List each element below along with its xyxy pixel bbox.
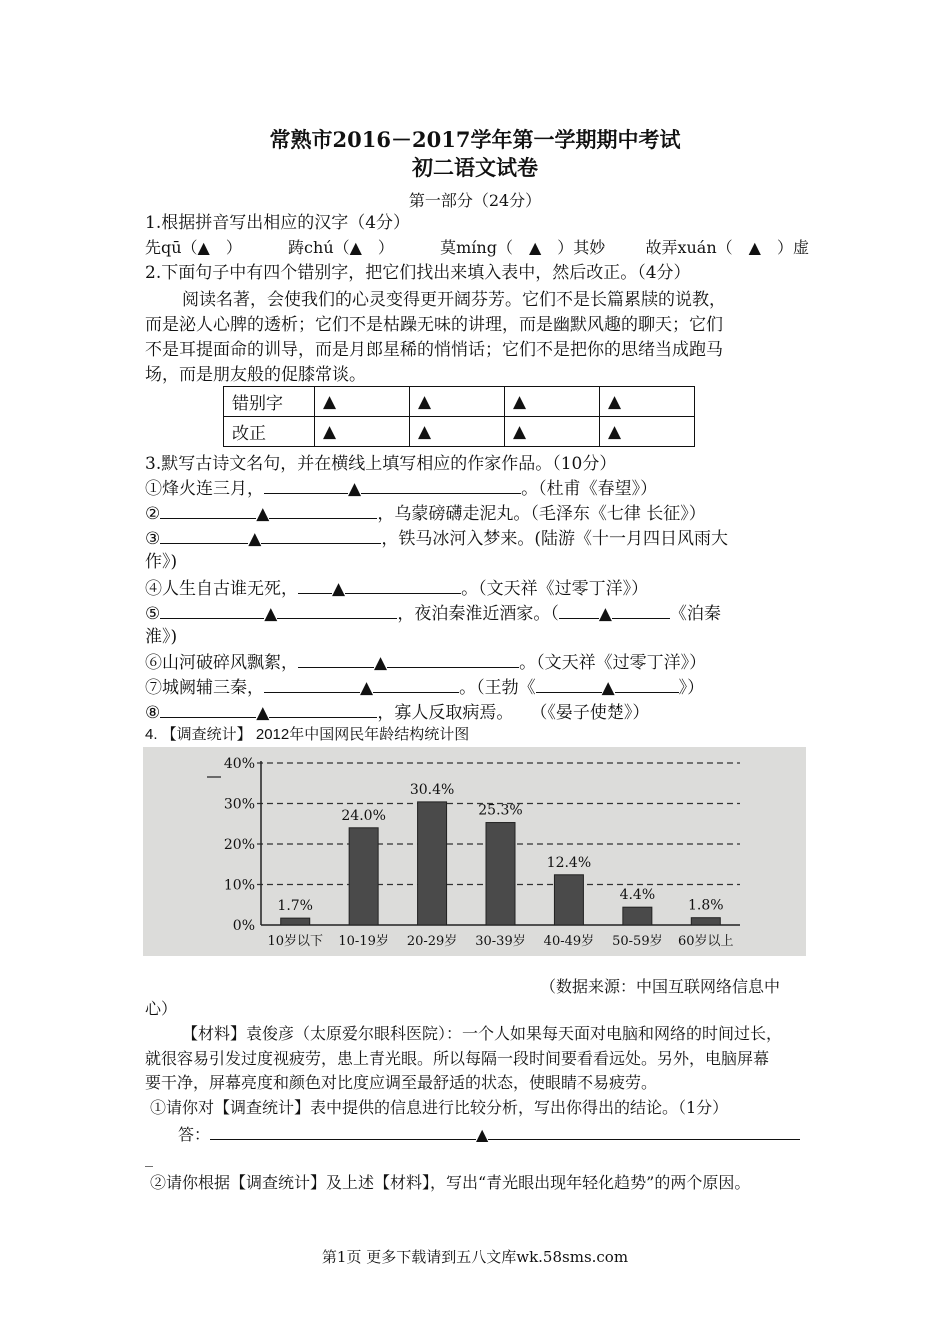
data-label: 30.4% — [409, 781, 455, 798]
category-label: 10岁以下 — [267, 934, 323, 949]
blank-line[interactable] — [160, 602, 264, 619]
q1-items — [145, 237, 809, 259]
data-label: 25.3% — [478, 802, 523, 819]
bar — [623, 907, 652, 925]
blank-line[interactable] — [345, 577, 461, 594]
material-line: 要干净，屏幕亮度和颜色对比度应调至最舒适的状态，使眼睛不易疲劳。 — [145, 1073, 658, 1092]
answer-cell[interactable]: ▲ — [410, 417, 505, 447]
bar — [554, 875, 583, 925]
category-label: 50-59岁 — [612, 934, 663, 949]
data-label: 1.8% — [687, 897, 724, 914]
blank-line[interactable] — [264, 676, 360, 693]
q1-item: 故弄xuán（ ▲ ）虚 — [645, 238, 809, 257]
q3-line-3: ③ ▲ ，铁马冰河入梦来。(陆游《十一月四日风雨大 — [145, 529, 728, 549]
blank-line[interactable] — [612, 602, 670, 619]
data-label: 1.7% — [277, 898, 314, 915]
category-label: 20-29岁 — [406, 934, 458, 949]
y-tick-label: 20% — [223, 837, 255, 853]
q4-sub2: ②请你根据【调查统计】及上述【材料】，写出“青光眼出现年轻化趋势”的两个原因。 — [150, 1173, 751, 1192]
blank-line[interactable] — [387, 651, 519, 668]
answer-cell[interactable]: ▲ — [600, 387, 695, 417]
category-label: 10-19岁 — [338, 934, 389, 949]
blank-line[interactable] — [269, 502, 377, 519]
material-line: 【材料】袁俊彦（太原爱尔眼科医院）：一个人如果每天面对电脑和网络的时间过长， — [182, 1024, 783, 1043]
q2-passage-line: 而是泌人心脾的透析；它们不是枯躁无味的讲理，而是幽默风趣的聊天；它们 — [145, 315, 723, 335]
y-tick-label: 10% — [223, 877, 255, 894]
q1-item: 莫míng（ ▲ ）其妙 — [440, 238, 606, 257]
error-correction-table — [223, 386, 695, 447]
q1-item: 踌chú（▲ ） — [288, 238, 394, 257]
blank-line[interactable] — [264, 477, 348, 494]
q3-line-4: ④人生自古谁无死， ▲ 。（文天祥《过零丁洋》） — [145, 579, 649, 599]
q2-passage-line: 不是耳提面命的训导，而是月郎星稀的悄悄话；它们不是把你的思绪当成跑马 — [145, 340, 723, 360]
blank-line[interactable] — [298, 651, 374, 668]
q3-stem: 3.默写古诗文名句，并在横线上填写相应的作家作品。（10分） — [145, 454, 617, 474]
q3-line-7: ⑦城阙辅三秦， ▲ 。（王勃《 ▲ 》） — [145, 678, 705, 698]
section-heading: 第一部分（24分） — [408, 191, 542, 210]
table-row — [224, 417, 695, 447]
blank-line[interactable] — [298, 577, 332, 594]
bar — [486, 823, 515, 925]
q1-item: 先qū（▲ ） — [145, 238, 242, 257]
q3-line-5-cont: 淮》) — [145, 627, 178, 647]
category-label: 60岁以上 — [678, 934, 734, 949]
answer-blank[interactable] — [210, 1123, 476, 1140]
bar — [349, 828, 378, 925]
row-header: 改正 — [224, 417, 315, 447]
q1-stem: 1.根据拼音写出相应的汉字（4分） — [145, 213, 411, 233]
y-tick-label: 0% — [232, 918, 255, 934]
blank-line[interactable] — [160, 527, 248, 544]
blank-line[interactable] — [261, 527, 381, 544]
answer-cell[interactable]: ▲ — [505, 417, 600, 447]
table-row — [224, 387, 695, 417]
q3-line-2: ② ▲ ，乌蒙磅礴走泥丸。（毛泽东《七律 长征》） — [145, 504, 706, 524]
answer-cell[interactable]: ▲ — [505, 387, 600, 417]
row-header: 错别字 — [224, 387, 315, 417]
answer-line: 答： ▲ — [178, 1123, 800, 1146]
answer-dash: _ — [145, 1148, 153, 1167]
data-source: （数据来源：中国互联网络信息中 — [540, 977, 781, 996]
answer-cell[interactable]: ▲ — [315, 387, 410, 417]
q4-stem: 4. 【调查统计】 2012年中国网民年龄结构统计图 — [145, 726, 470, 743]
q3-line-1: ①烽火连三月， ▲ 。（杜甫《春望》） — [145, 479, 658, 499]
q2-passage-line: 阅读名著，会使我们的心灵变得更开阔芬芳。它们不是长篇累牍的说教， — [182, 290, 726, 310]
data-label: 4.4% — [619, 887, 656, 904]
age-structure-bar-chart — [143, 747, 806, 956]
material-line: 就很容易引发过度视疲劳，患上青光眼。所以每隔一段时间要看看远处。另外，电脑屏幕 — [145, 1049, 770, 1068]
q3-line-5: ⑤ ▲ ，夜泊秦淮近酒家。（ ▲ 《泊秦 — [145, 604, 721, 624]
answer-cell[interactable]: ▲ — [410, 387, 505, 417]
q2-stem: 2.下面句子中有四个错别字，把它们找出来填入表中，然后改正。（4分） — [145, 263, 691, 283]
blank-line[interactable] — [269, 701, 377, 718]
y-tick-label: 40% — [223, 756, 255, 772]
q2-passage-line: 场，而是朋友般的促膝常谈。 — [145, 365, 366, 385]
data-label: 12.4% — [546, 854, 592, 871]
category-label: 30-39岁 — [475, 934, 526, 949]
bar — [281, 918, 310, 925]
blank-line[interactable] — [373, 676, 459, 693]
blank-line[interactable] — [277, 602, 397, 619]
answer-cell[interactable]: ▲ — [600, 417, 695, 447]
data-label: 24.0% — [341, 807, 386, 824]
blank-line[interactable] — [160, 701, 256, 718]
exam-subtitle: 初二语文试卷 — [412, 155, 538, 180]
data-source-cont: 心） — [145, 999, 178, 1018]
blank-line[interactable] — [536, 676, 602, 693]
bar — [418, 802, 447, 925]
chart-svg — [143, 747, 806, 956]
q3-line-6: ⑥山河破碎风飘絮， ▲ 。（文天祥《过零丁洋》） — [145, 653, 707, 673]
blank-line[interactable] — [559, 602, 599, 619]
bar — [691, 918, 720, 925]
answer-cell[interactable]: ▲ — [315, 417, 410, 447]
exam-title: 常熟市2016－2017学年第一学期期中考试 — [269, 127, 681, 152]
category-label: 40-49岁 — [543, 934, 595, 949]
page-footer: 第1页 更多下载请到五八文库wk.58sms.com — [321, 1248, 629, 1266]
blank-line[interactable] — [615, 676, 679, 693]
q3-line-8: ⑧ ▲ ，寡人反取病焉。 （《晏子使楚》） — [145, 703, 650, 723]
blank-line[interactable] — [160, 502, 256, 519]
y-tick-label: 30% — [223, 796, 255, 813]
blank-line[interactable] — [361, 477, 521, 494]
answer-blank[interactable] — [488, 1123, 800, 1140]
q4-sub1: ①请你对【调查统计】表中提供的信息进行比较分析，写出你得出的结论。（1分） — [150, 1098, 729, 1117]
q3-line-3-cont: 作》) — [145, 552, 178, 572]
